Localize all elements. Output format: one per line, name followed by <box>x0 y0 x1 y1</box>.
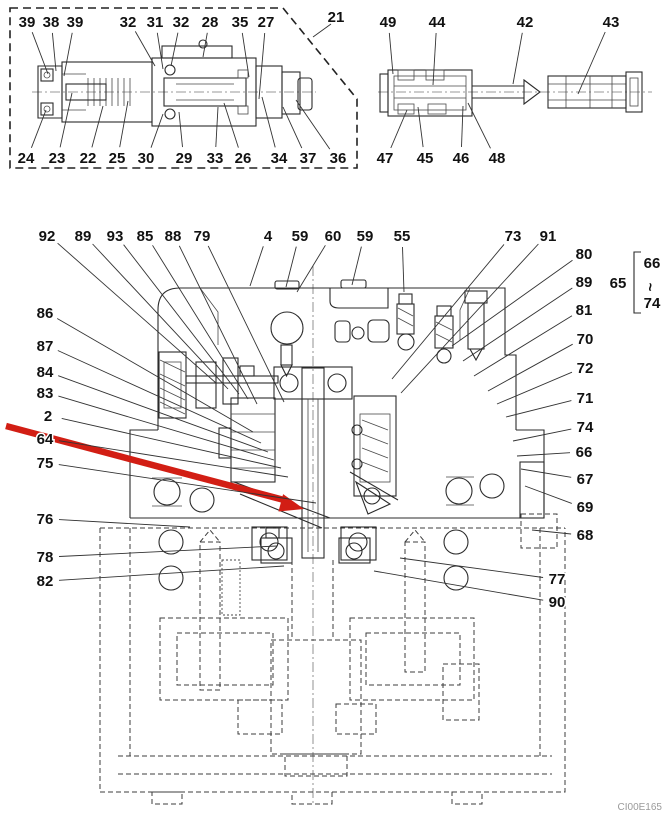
leader-line-49 <box>389 33 393 74</box>
leader-line-42 <box>513 33 522 84</box>
leader-line-25 <box>120 101 128 147</box>
leader-line-67 <box>521 469 571 477</box>
leader-line-79 <box>208 246 284 402</box>
leader-line-45 <box>418 107 423 147</box>
callout-67: 67 <box>576 471 594 488</box>
leader-line-89 <box>93 244 228 389</box>
leader-line-60 <box>297 245 325 292</box>
leader-line-75 <box>59 465 316 503</box>
main-section-drawing <box>100 266 565 806</box>
leader-line-55 <box>403 247 405 292</box>
leader-line-4 <box>250 246 263 286</box>
leader-line-33 <box>216 107 218 147</box>
callout-86: 86 <box>36 305 54 322</box>
callout-21: 21 <box>327 9 345 26</box>
leader-line-88 <box>179 246 257 404</box>
main-callouts <box>37 228 594 611</box>
leader-line-37 <box>283 107 302 148</box>
callout-34: 34 <box>270 150 288 167</box>
callout-48: 48 <box>488 150 506 167</box>
leader-line-43 <box>578 32 605 94</box>
leader-line-44 <box>433 33 436 85</box>
callout-87: 87 <box>36 338 54 355</box>
callout-89: 89 <box>74 228 92 245</box>
callout-29: 29 <box>175 150 193 167</box>
callout-4: 4 <box>263 228 273 245</box>
leader-line-77 <box>400 558 543 578</box>
callout-78: 78 <box>36 549 54 566</box>
callout-24: 24 <box>17 150 35 167</box>
callout-39: 39 <box>66 14 84 31</box>
callout-79: 79 <box>193 228 211 245</box>
callout-59: 59 <box>291 228 309 245</box>
callout-73: 73 <box>504 228 522 245</box>
callout-26: 26 <box>234 150 252 167</box>
leader-line-32 <box>135 31 155 66</box>
callout-28: 28 <box>201 14 219 31</box>
callout-66: 66 <box>575 444 593 461</box>
callout-68: 68 <box>576 527 594 544</box>
leader-line-59 <box>352 247 361 285</box>
callout-69: 69 <box>576 499 594 516</box>
callout-2: 2 <box>43 408 53 425</box>
callout-46: 46 <box>452 150 470 167</box>
callout-74: 74 <box>576 419 594 436</box>
leader-line-32 <box>171 33 178 66</box>
leader-line-90 <box>374 571 543 600</box>
callout-77: 77 <box>548 571 566 588</box>
leader-line-34 <box>262 97 275 147</box>
figure-code: CI00E165 <box>617 802 662 813</box>
leader-line-73 <box>392 244 504 379</box>
callout-71: 71 <box>576 390 594 407</box>
callout-60: 60 <box>324 228 342 245</box>
callout-44: 44 <box>428 14 446 31</box>
callout-22: 22 <box>79 150 97 167</box>
leader-line-30 <box>151 114 163 148</box>
callout-23: 23 <box>48 150 66 167</box>
callout-70: 70 <box>576 331 594 348</box>
leader-line-82 <box>59 566 284 580</box>
callout-72: 72 <box>576 360 594 377</box>
callout-92: 92 <box>38 228 56 245</box>
callout-42: 42 <box>516 14 534 31</box>
callout-83: 83 <box>36 385 54 402</box>
leader-line-39 <box>32 32 48 74</box>
callout-55: 55 <box>393 228 411 245</box>
callout-64: 64 <box>36 431 54 448</box>
leader-line-74 <box>513 429 571 441</box>
leader-line-36 <box>296 100 330 149</box>
callout-65: 65 <box>609 275 627 292</box>
callout-45: 45 <box>416 150 434 167</box>
range-from-66: 66 <box>643 255 661 272</box>
callout-91: 91 <box>539 228 557 245</box>
callout-84: 84 <box>36 364 54 381</box>
callout-37: 37 <box>299 150 317 167</box>
range-tilde: ~ <box>641 282 658 292</box>
leader-line-39 <box>64 33 72 76</box>
leader-line-24 <box>31 110 46 148</box>
callout-82: 82 <box>36 573 54 590</box>
callout-59: 59 <box>356 228 374 245</box>
callout-75: 75 <box>36 455 54 472</box>
range-to-74: 74 <box>643 295 661 312</box>
callout-49: 49 <box>379 14 397 31</box>
callout-32: 32 <box>119 14 137 31</box>
leader-line-81 <box>474 316 572 376</box>
leader-line-72 <box>497 372 572 404</box>
callout-39: 39 <box>18 14 36 31</box>
callout-88: 88 <box>164 228 182 245</box>
callout-31: 31 <box>146 14 164 31</box>
callout-32: 32 <box>172 14 190 31</box>
callout-80: 80 <box>575 246 593 263</box>
callout-38: 38 <box>42 14 60 31</box>
spool-valve-drawing <box>378 70 652 116</box>
callout-30: 30 <box>137 150 155 167</box>
leader-line-22 <box>92 106 103 147</box>
leader-line-26 <box>224 103 238 148</box>
leader-line-70 <box>488 344 573 391</box>
callout-89: 89 <box>575 274 593 291</box>
callout-85: 85 <box>136 228 154 245</box>
callout-43: 43 <box>602 14 620 31</box>
leader-line-48 <box>468 103 491 148</box>
leader-line-2 <box>62 418 281 468</box>
callout-36: 36 <box>329 150 347 167</box>
inset-callouts <box>18 14 347 167</box>
leader-line-78 <box>59 546 277 557</box>
leader-line-46 <box>462 106 464 147</box>
leader-line-29 <box>179 112 183 147</box>
callout-93: 93 <box>106 228 124 245</box>
leader-line-38 <box>52 33 56 71</box>
leader-line-91 <box>401 244 538 393</box>
callout-27: 27 <box>257 14 275 31</box>
leader-line-69 <box>525 486 572 503</box>
callout-33: 33 <box>206 150 224 167</box>
range-group-65 <box>610 252 661 313</box>
callout-35: 35 <box>231 14 249 31</box>
callout-76: 76 <box>36 511 54 528</box>
callout-47: 47 <box>376 150 394 167</box>
callout-90: 90 <box>548 594 566 611</box>
callout-81: 81 <box>575 302 593 319</box>
callout-25: 25 <box>108 150 126 167</box>
spool-callouts <box>377 14 620 167</box>
leader-line-76 <box>59 520 190 527</box>
leader-line-92 <box>58 243 216 383</box>
range-bracket <box>634 252 641 313</box>
